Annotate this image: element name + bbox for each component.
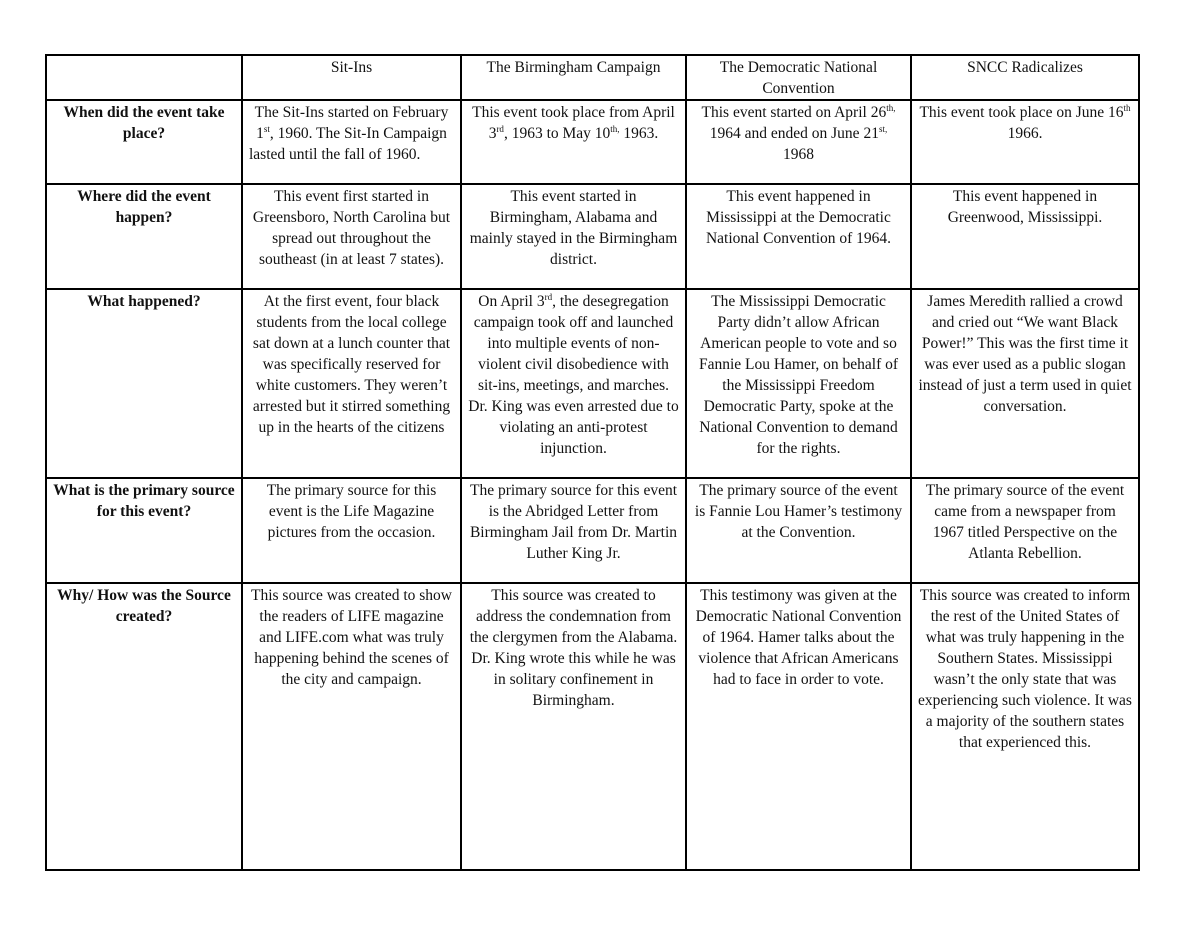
cell-text: , 1963 to May 10 — [503, 125, 611, 142]
cell-when-birmingham — [461, 100, 686, 184]
table-row — [46, 583, 1139, 870]
cell-text: 1964 and ended on June 21 — [709, 125, 879, 142]
row-label-when: When did the event take place? — [46, 100, 242, 184]
row-label-where: Where did the event happen? — [46, 184, 242, 289]
events-table — [45, 54, 1140, 871]
cell-where-sit-ins: This event first started in Greensboro, North Carolina but spread out throughout the southeast (in at least 7 states). — [242, 184, 461, 289]
header-democratic-national-convention: The Democratic National Convention — [686, 55, 911, 100]
superscript: rd — [544, 291, 553, 302]
cell-text: This event took place from April 3 — [472, 104, 675, 142]
cell-text: 1968 — [783, 146, 814, 163]
cell-text: 1963. — [619, 125, 659, 142]
cell-text: On April 3 — [478, 293, 545, 310]
cell-when-convention — [686, 100, 911, 184]
superscript: st, — [878, 123, 888, 134]
row-label-primary-source: What is the primary source for this event? — [46, 478, 242, 583]
table-row — [46, 289, 1139, 478]
cell-source-sncc: The primary source of the event came from a newspaper from 1967 titled Perspective on the Atlanta Rebellion. — [911, 478, 1139, 583]
cell-source-birmingham: The primary source for this event is the Abridged Letter from Birmingham Jail from Dr. Martin Luther King Jr. — [461, 478, 686, 583]
row-label-what: What happened? — [46, 289, 242, 478]
header-birmingham-campaign: The Birmingham Campaign — [461, 55, 686, 100]
superscript: rd — [496, 123, 504, 134]
cell-what-sncc: James Meredith rallied a crowd and cried out “We want Black Power!” This was the first time it was ever used as a public slogan instead of just a term used in quiet conversation. — [911, 289, 1139, 478]
cell-text: 1966. — [1007, 125, 1043, 142]
superscript: th, — [886, 102, 896, 113]
superscript: st — [263, 123, 270, 134]
cell-text: The Sit-Ins started on February 1 — [254, 104, 449, 142]
cell-where-convention: This event happened in Mississippi at the Democratic National Convention of 1964. — [686, 184, 911, 289]
cell-source-sit-ins: The primary source for this event is the Life Magazine pictures from the occasion. — [242, 478, 461, 583]
header-row — [46, 55, 1139, 100]
header-cell-empty — [46, 55, 242, 100]
table-row — [46, 478, 1139, 583]
cell-source-convention: The primary source of the event is Fannie Lou Hamer’s testimony at the Convention. — [686, 478, 911, 583]
cell-when-sit-ins — [242, 100, 461, 184]
cell-why-convention: This testimony was given at the Democratic National Convention of 1964. Hamer talks about the violence that African Americans had to face in order to vote. — [686, 583, 911, 870]
cell-text: , 1960. The Sit-In Campaign lasted until the fall of 1960. — [249, 125, 447, 163]
cell-what-convention: The Mississippi Democratic Party didn’t allow African American people to vote and so Fannie Lou Hamer, on behalf of the Mississippi Freedom Democratic Party, spoke at the National Convention to demand for the rights. — [686, 289, 911, 478]
cell-why-sit-ins: This source was created to show the readers of LIFE magazine and LIFE.com what was truly happening behind the scenes of the city and campaign. — [242, 583, 461, 870]
cell-where-birmingham: This event started in Birmingham, Alabama and mainly stayed in the Birmingham district. — [461, 184, 686, 289]
superscript: th, — [610, 123, 620, 134]
cell-what-birmingham — [461, 289, 686, 478]
superscript: th — [1123, 102, 1131, 113]
cell-text: This event took place on June 16 — [919, 104, 1124, 121]
row-label-why-how: Why/ How was the Source created? — [46, 583, 242, 870]
cell-text: , the desegregation campaign took off and launched into multiple events of non-violent civil disobedience with sit-ins, meetings, and marches. Dr. King was even arrested due to violating an anti-protest injunction. — [468, 293, 679, 457]
header-sit-ins: Sit-Ins — [242, 55, 461, 100]
header-sncc-radicalizes: SNCC Radicalizes — [911, 55, 1139, 100]
cell-why-birmingham: This source was created to address the condemnation from the clergymen from the Alabama. Dr. King wrote this while he was in solitary confinement in Birmingham. — [461, 583, 686, 870]
cell-why-sncc: This source was created to inform the rest of the United States of what was truly happening in the Southern States. Mississippi wasn’t the only state that was experiencing such violence. It was a majority of the southern states that experienced this. — [911, 583, 1139, 870]
cell-text: This event started on April 26 — [701, 104, 887, 121]
cell-where-sncc: This event happened in Greenwood, Mississippi. — [911, 184, 1139, 289]
table-row — [46, 184, 1139, 289]
cell-what-sit-ins: At the first event, four black students from the local college sat down at a lunch counter that was specifically reserved for white customers. They weren’t arrested but it stirred something up in the hearts of the citizens — [242, 289, 461, 478]
cell-when-sncc — [911, 100, 1139, 184]
table-row — [46, 100, 1139, 184]
